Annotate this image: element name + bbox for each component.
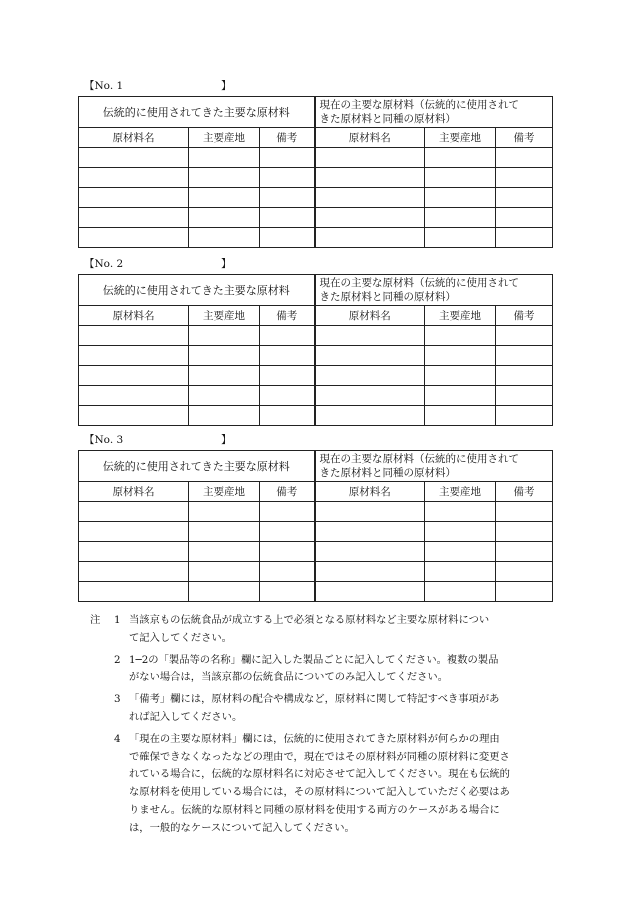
current-materials-header-line1: 現在の主要な原材料（伝統的に使用されて [319, 99, 520, 111]
table-cell[interactable] [315, 582, 425, 602]
table-cell[interactable] [260, 562, 315, 582]
table-number: 【No. 3 [84, 434, 124, 446]
note-text: れている場合に，伝統的な原材料名に対応させて記入してください。現在も伝統的 [129, 768, 510, 781]
table-cell[interactable] [425, 188, 496, 208]
table-cell[interactable] [260, 148, 315, 168]
note-text: がない場合は，当該京都の伝統食品についてのみ記入してください。 [129, 671, 448, 684]
column-header: 主要産地 [189, 306, 260, 326]
note-text: な原材料を使用している場合には，その原材料について記入していただく必要はあ [129, 786, 510, 799]
table-cell[interactable] [425, 582, 496, 602]
table-number-bracket: 】 [221, 80, 232, 92]
table-cell[interactable] [315, 168, 425, 188]
column-header: 主要産地 [189, 482, 260, 502]
table-row [79, 168, 553, 188]
table-cell[interactable] [260, 346, 315, 366]
table-cell[interactable] [189, 208, 260, 228]
table-cell[interactable] [496, 208, 553, 228]
table-cell[interactable] [315, 208, 425, 228]
table-cell[interactable] [315, 326, 425, 346]
table-cell[interactable] [189, 522, 260, 542]
table-cell[interactable] [315, 542, 425, 562]
table-row [79, 188, 553, 208]
table-cell[interactable] [315, 188, 425, 208]
table-cell[interactable] [315, 386, 425, 406]
table-cell[interactable] [496, 188, 553, 208]
table-cell[interactable] [79, 386, 189, 406]
table-cell[interactable] [260, 582, 315, 602]
table-cell[interactable] [79, 346, 189, 366]
table-cell[interactable] [496, 326, 553, 346]
materials-table [78, 450, 553, 602]
table-cell[interactable] [425, 208, 496, 228]
table-cell[interactable] [189, 406, 260, 426]
table-cell[interactable] [189, 326, 260, 346]
note-number: 4 [114, 732, 121, 745]
column-header: 備考 [496, 306, 553, 326]
table-cell[interactable] [79, 208, 189, 228]
table-cell[interactable] [79, 542, 189, 562]
column-header: 備考 [496, 482, 553, 502]
table-cell[interactable] [260, 542, 315, 562]
table-cell[interactable] [79, 502, 189, 522]
table-cell[interactable] [189, 168, 260, 188]
current-materials-header-line2: きた原材料と同種の原材料） [319, 291, 457, 303]
note-text: は，一般的なケースについて記入してください。 [129, 821, 355, 834]
column-header: 備考 [260, 482, 315, 502]
column-header: 主要産地 [425, 128, 496, 148]
current-materials-header-line2: きた原材料と同種の原材料） [319, 113, 457, 125]
table-cell[interactable] [425, 406, 496, 426]
table-cell[interactable] [425, 148, 496, 168]
table-cell[interactable] [189, 228, 260, 248]
table-row [79, 522, 553, 542]
table-cell[interactable] [425, 168, 496, 188]
note-text: 「現在の主要な原材料」欄には，伝統的に使用されてきた原材料が何らかの理由 [129, 732, 500, 745]
column-header: 原材料名 [79, 482, 189, 502]
table-cell[interactable] [425, 542, 496, 562]
table-cell[interactable] [79, 406, 189, 426]
table-row [79, 148, 553, 168]
table-row [79, 228, 553, 248]
table-row [79, 562, 553, 582]
note-text: 「備考」欄には，原材料の配合や構成など，原材料に関して特記すべき事項があ [129, 693, 500, 706]
table-number-label [84, 434, 232, 446]
table-cell[interactable] [496, 542, 553, 562]
table-cell[interactable] [260, 168, 315, 188]
table-cell[interactable] [425, 386, 496, 406]
table-cell[interactable] [425, 366, 496, 386]
table-cell[interactable] [79, 168, 189, 188]
table-cell[interactable] [260, 502, 315, 522]
table-number-bracket: 】 [221, 434, 232, 446]
column-header: 備考 [260, 128, 315, 148]
table-cell[interactable] [425, 346, 496, 366]
table-number: 【No. 2 [84, 258, 124, 270]
notes-label: 注 [90, 614, 101, 626]
table-cell[interactable] [315, 148, 425, 168]
table-cell[interactable] [79, 522, 189, 542]
traditional-materials-header: 伝統的に使用されてきた主要な原材料 [79, 275, 315, 306]
table-cell[interactable] [260, 522, 315, 542]
table-cell[interactable] [260, 386, 315, 406]
current-materials-header [315, 97, 553, 128]
table-cell[interactable] [79, 562, 189, 582]
column-header: 原材料名 [315, 128, 425, 148]
table-cell[interactable] [425, 562, 496, 582]
table-cell[interactable] [496, 346, 553, 366]
table-cell[interactable] [189, 562, 260, 582]
column-header: 主要産地 [189, 128, 260, 148]
table-cell[interactable] [496, 562, 553, 582]
table-cell[interactable] [260, 406, 315, 426]
note-text: れば記入してください。 [129, 711, 243, 723]
table-cell[interactable] [315, 346, 425, 366]
column-header: 主要産地 [425, 306, 496, 326]
materials-table [78, 96, 553, 248]
note-text: りません。伝統的な原材料と同種の原材料を使用する両方のケースがある場合に [129, 804, 500, 816]
table-cell[interactable] [496, 386, 553, 406]
table-cell[interactable] [189, 386, 260, 406]
table-cell[interactable] [260, 228, 315, 248]
table-cell[interactable] [496, 406, 553, 426]
table-cell[interactable] [189, 582, 260, 602]
column-header: 主要産地 [425, 482, 496, 502]
note-number: 2 [114, 653, 121, 666]
table-cell[interactable] [189, 148, 260, 168]
traditional-materials-header: 伝統的に使用されてきた主要な原材料 [79, 451, 315, 482]
table-cell[interactable] [315, 366, 425, 386]
current-materials-header [315, 275, 553, 306]
table-cell[interactable] [79, 228, 189, 248]
table-cell[interactable] [315, 562, 425, 582]
table-row [79, 366, 553, 386]
table-cell[interactable] [260, 188, 315, 208]
table-cell[interactable] [79, 326, 189, 346]
table-cell[interactable] [496, 228, 553, 248]
note-number: 3 [114, 693, 121, 706]
traditional-materials-header: 伝統的に使用されてきた主要な原材料 [79, 97, 315, 128]
table-cell[interactable] [425, 326, 496, 346]
table-number-label [84, 258, 232, 270]
current-materials-header-line2: きた原材料と同種の原材料） [319, 467, 457, 479]
note-text: 1─2の「製品等の名称」欄に記入した製品ごとに記入してください。複数の製品 [129, 653, 499, 666]
table-cell[interactable] [189, 188, 260, 208]
column-header: 備考 [496, 128, 553, 148]
table-number: 【No. 1 [84, 80, 124, 92]
table-cell[interactable] [315, 522, 425, 542]
table-cell[interactable] [79, 148, 189, 168]
table-number-bracket: 】 [221, 258, 232, 270]
table-number-label [84, 80, 232, 92]
table-row [79, 346, 553, 366]
note-text: で確保できなくなったなどの理由で，現在ではその原材料が同種の原材料に変更さ [129, 750, 510, 763]
table-cell[interactable] [496, 148, 553, 168]
table-cell[interactable] [315, 228, 425, 248]
table-cell[interactable] [189, 346, 260, 366]
table-cell[interactable] [315, 406, 425, 426]
table-row [79, 582, 553, 602]
table-row [79, 542, 553, 562]
table-cell[interactable] [79, 582, 189, 602]
table-cell[interactable] [496, 502, 553, 522]
table-row [79, 386, 553, 406]
table-cell[interactable] [79, 366, 189, 386]
table-cell[interactable] [260, 326, 315, 346]
table-cell[interactable] [260, 208, 315, 228]
materials-table [78, 274, 553, 426]
table-cell[interactable] [189, 502, 260, 522]
current-materials-header-line1: 現在の主要な原材料（伝統的に使用されて [319, 277, 520, 289]
column-header: 原材料名 [315, 482, 425, 502]
table-cell[interactable] [189, 366, 260, 386]
table-row [79, 502, 553, 522]
table-cell[interactable] [260, 366, 315, 386]
table-cell[interactable] [315, 502, 425, 522]
column-header: 備考 [260, 306, 315, 326]
table-row [79, 406, 553, 426]
note-text: て記入してください。 [129, 631, 232, 644]
note-number: 1 [114, 614, 121, 626]
table-cell[interactable] [79, 188, 189, 208]
column-header: 原材料名 [79, 306, 189, 326]
table-cell[interactable] [189, 542, 260, 562]
column-header: 原材料名 [315, 306, 425, 326]
note-text: 当該京もの伝統食品が成立する上で必須となる原材料など主要な原材料につい [129, 614, 490, 626]
table-cell[interactable] [425, 228, 496, 248]
table-cell[interactable] [496, 366, 553, 386]
table-cell[interactable] [496, 522, 553, 542]
table-row [79, 208, 553, 228]
table-cell[interactable] [496, 582, 553, 602]
table-cell[interactable] [496, 168, 553, 188]
column-header: 原材料名 [79, 128, 189, 148]
table-row [79, 326, 553, 346]
current-materials-header-line1: 現在の主要な原材料（伝統的に使用されて [319, 453, 520, 465]
table-cell[interactable] [425, 522, 496, 542]
current-materials-header [315, 451, 553, 482]
table-cell[interactable] [425, 502, 496, 522]
